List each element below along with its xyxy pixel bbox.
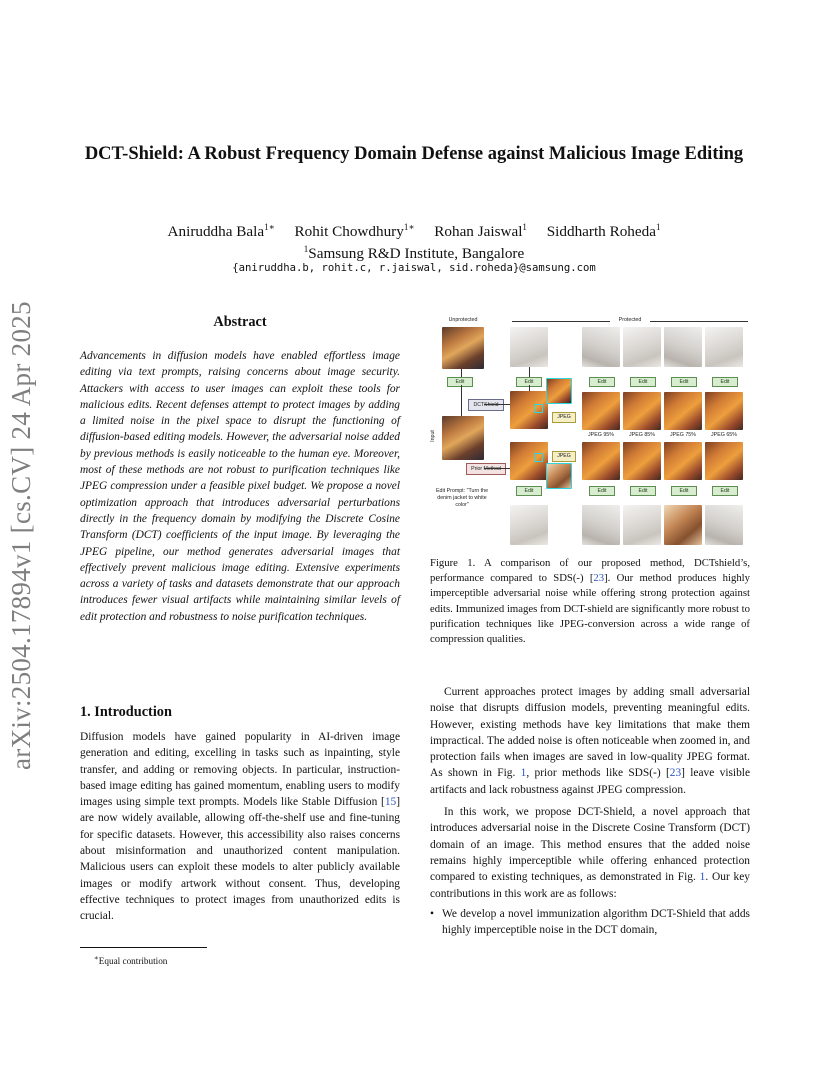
bullet-icon: •: [430, 907, 434, 920]
introduction-heading: 1. Introduction: [80, 704, 172, 720]
jpeg-quality-label: JPEG 75%: [670, 432, 696, 438]
protected-edit-result-image: [623, 327, 661, 367]
text-run: ] are now widely available, allowing off-the-shelf use and fine-tuning for specific datasets. However, this accessibility also raises concerns about misinformation and unauthorized content manipulation. Malicious users can exploit these models to alter publicly available images or modify artwork without consent. Thus, developing effective techniques to protect images from unauthorized edits is crucial.: [80, 796, 400, 923]
protected-edit-result-image: [664, 327, 702, 367]
prior-method-box: Prior Method: [466, 463, 506, 475]
edit-box: Edit: [712, 486, 738, 496]
author-mark: 1: [655, 222, 661, 232]
text-run: , prior methods like SDS(-) [: [526, 767, 670, 780]
text-run: In this work, we propose DCT-Shield, a novel approach that introduces adversarial noise in the Discrete Cosine Transform (DCT) domain of an image. This method ensures that the added noise remains highly imperceptible while offering enhanced protection compared to existing techniques, as demonstrated in Fig.: [430, 806, 750, 884]
connector-line: [461, 385, 462, 416]
zoom-highlight: [534, 404, 543, 413]
jpeg-quality-label: JPEG 65%: [711, 432, 737, 438]
jpeg-compressed-image: [623, 392, 661, 430]
affiliation-mark: 1: [303, 244, 309, 254]
jpeg-quality-label: JPEG 85%: [629, 432, 655, 438]
unprotected-edit-result-image: [442, 327, 484, 369]
footnote-text: Equal contribution: [98, 956, 168, 967]
bullet-text: We develop a novel immunization algorithm DCT-Shield that adds highly imperceptible noise in the DCT domain,: [442, 907, 750, 937]
affiliation-name: Samsung R&D Institute, Bangalore: [308, 245, 525, 263]
figure-link[interactable]: 1: [699, 871, 706, 884]
footnote: [94, 952, 167, 967]
jpeg-compressed-image: [623, 442, 661, 480]
edit-box: Edit: [589, 486, 615, 496]
citation-link[interactable]: 23: [593, 572, 605, 585]
abstract-text: Advancements in diffusion models have enabled effortless image editing via text prompts, raising concerns about image security. Attackers with access to user images can exploit these tools for malicious edits. Recent defenses attempt to protect images by adding a limited noise in the pixel space to disrupt the functioning of diffusion-based editing models. However, the adversarial noise added by previous methods is easily noticeable to the human eye. Moreover, most of these methods are not robust to purification techniques like JPEG compression under a feasible pixel budget. We propose a novel optimization approach that introduces adversarial perturbations directly in the frequency domain by modifying the Discrete Cosine Transform (DCT) coefficients of the input image. By leveraging the JPEG pipeline, our method generates adversarial images that effectively prevent malicious image editing. Extensive experiments across a variety of tasks and datasets demonstrate that our approach introduces fewer visual artifacts while maintaining similar levels of edit protection and robustness to noise purification techniques.: [80, 350, 400, 623]
jpeg-compressed-image: [705, 392, 743, 430]
connector-line: [484, 468, 510, 469]
footnote-mark: ∗: [94, 954, 99, 962]
text-run: ] leave visible artifacts and lack robustness against JPEG compression.: [430, 767, 750, 796]
zoom-inset-image: [546, 463, 572, 489]
zoom-highlight: [534, 453, 543, 462]
author-name: Aniruddha Bala: [167, 223, 265, 241]
jpeg-compressed-image: [664, 442, 702, 480]
prior-edit-result-image: [623, 505, 661, 545]
author-mark: 1∗: [403, 222, 415, 232]
text-run: Figure 1. A comparison of our proposed method, DCTshield’s, performance compared to SDS(-) [: [430, 557, 750, 585]
edit-box: Edit: [447, 377, 473, 387]
edit-box: Edit: [516, 377, 542, 387]
connector-line: [461, 369, 462, 377]
footnote-rule: [80, 947, 207, 948]
edit-prompt: Edit Prompt: "Turn the denim jacket to white color": [435, 488, 489, 508]
edit-box: Edit: [630, 486, 656, 496]
edit-box: Edit: [671, 486, 697, 496]
paper-title: DCT-Shield: A Robust Frequency Domain Defense against Malicious Image Editing: [84, 144, 744, 164]
jpeg-quality-label: JPEG 95%: [588, 432, 614, 438]
edit-box: Edit: [712, 377, 738, 387]
connector-line: [529, 367, 530, 377]
jpeg-compressed-image: [664, 392, 702, 430]
author-name: Siddharth Roheda: [546, 223, 656, 241]
author-name: Rohan Jaiswal: [434, 223, 523, 241]
text-run: ]. Our method produces highly imperceptible adversarial noise while offering strong protection against edits. Immunized images from DCT-shield are significantly more robust to purification techniques like JPEG-conversion across a wide range of compression qualities.: [430, 572, 750, 646]
protected-edit-result-image: [510, 327, 548, 367]
arxiv-identifier: arXiv:2504.17894v1 [cs.CV] 24 Apr 2025: [6, 301, 36, 770]
dctshield-box: DCTShield: [468, 399, 504, 411]
introduction-right-column: [430, 684, 750, 938]
figure-link[interactable]: 1: [520, 767, 527, 780]
jpeg-box: JPEG: [552, 451, 576, 462]
introduction-left-column: [80, 729, 400, 925]
jpeg-box: JPEG: [552, 412, 576, 423]
figure-1: [430, 315, 750, 547]
intro-paragraph-3: [430, 804, 750, 902]
prior-edit-result-image: [510, 505, 548, 545]
intro-paragraph-1: [80, 729, 400, 925]
prior-edit-result-image: [664, 505, 702, 545]
unprotected-label: Unprotected: [448, 317, 478, 323]
jpeg-compressed-image: [582, 442, 620, 480]
author-mark: 1: [522, 222, 527, 232]
edit-box: Edit: [516, 486, 542, 496]
text-run: Current approaches protect images by adding small adversarial noise that disrupts diffusion models, preventing meaningful edits. However, existing methods have key limitations that make them impractical. The added noise is often noticeable when zoomed in, and protection fails when images are saved in low-quality JPEG format. As shown in Fig.: [430, 686, 750, 780]
protected-edit-result-image: [582, 327, 620, 367]
connector-line: [484, 404, 510, 405]
edit-box: Edit: [671, 377, 697, 387]
contribution-bullet: [430, 906, 750, 939]
input-label: Input: [430, 430, 436, 442]
zoom-inset-image: [546, 378, 572, 404]
prior-edit-result-image: [582, 505, 620, 545]
author-name: Rohit Chowdhury: [294, 223, 404, 241]
input-image: [442, 416, 484, 460]
jpeg-compressed-image: [582, 392, 620, 430]
text-run: Diffusion models have gained popularity in AI-driven image generation and editing, excelling in tasks such as inpainting, style transfer, and adding or removing objects. In particular, instruction-based image editing has gained momentum, enabling users to modify images using simple text prompts. Models like Stable Diffusion [: [80, 731, 400, 809]
edit-box: Edit: [630, 377, 656, 387]
citation-link[interactable]: 15: [384, 796, 397, 809]
abstract-heading: Abstract: [213, 314, 267, 330]
author-mark: 1∗: [264, 222, 275, 232]
text-run: . Our key contributions in this work are as follows:: [430, 871, 750, 900]
citation-link[interactable]: 23: [669, 767, 682, 780]
author-emails: {aniruddha.b, rohit.c, r.jaiswal, sid.roheda}@samsung.com: [232, 262, 596, 274]
connector-line: [529, 385, 530, 391]
protected-edit-result-image: [705, 327, 743, 367]
intro-paragraph-2: [430, 684, 750, 798]
protected-label: Protected: [610, 317, 650, 323]
prior-edit-result-image: [705, 505, 743, 545]
jpeg-compressed-image: [705, 442, 743, 480]
figure-1-caption: [430, 556, 750, 647]
edit-box: Edit: [589, 377, 615, 387]
